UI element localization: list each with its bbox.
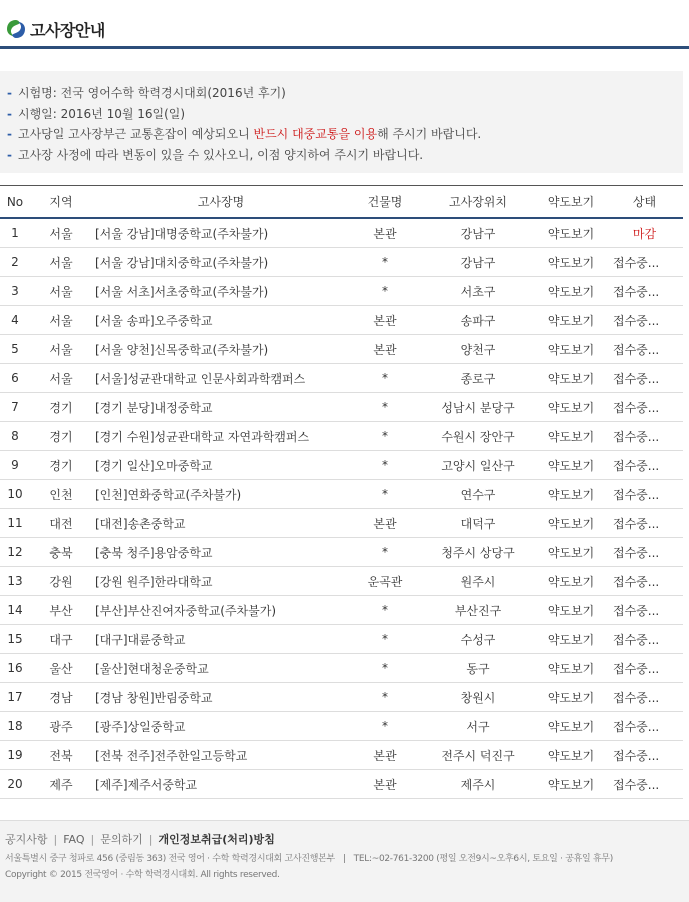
table-row — [0, 451, 683, 480]
cell-status: 접수중... — [606, 509, 683, 538]
table-row — [0, 335, 683, 364]
table-row — [0, 712, 683, 741]
cell-status: 접수중... — [606, 538, 683, 567]
cell-status: 접수중... — [606, 712, 683, 741]
cell-building: * — [350, 277, 420, 306]
cell-map-link[interactable]: 약도보기 — [536, 712, 606, 741]
cell-site-name[interactable]: [전북 전주]전주한일고등학교 — [92, 741, 350, 770]
cell-site-name[interactable]: [경기 일산]오마중학교 — [92, 451, 350, 480]
cell-site-name[interactable]: [서울 송파]오주중학교 — [92, 306, 350, 335]
cell-map-link[interactable]: 약도보기 — [536, 306, 606, 335]
cell-location: 고양시 일산구 — [420, 451, 536, 480]
cell-location: 창원시 — [420, 683, 536, 712]
cell-region: 전북 — [30, 741, 92, 770]
cell-status: 접수중... — [606, 248, 683, 277]
cell-status: 접수중... — [606, 683, 683, 712]
table-row — [0, 770, 683, 799]
table-row — [0, 654, 683, 683]
cell-location: 수원시 장안구 — [420, 422, 536, 451]
cell-status: 접수중... — [606, 596, 683, 625]
cell-no: 10 — [0, 480, 30, 509]
cell-map-link[interactable]: 약도보기 — [536, 625, 606, 654]
cell-site-name[interactable]: [서울 서초]서초중학교(주차불가) — [92, 277, 350, 306]
cell-status: 접수중... — [606, 654, 683, 683]
cell-building: * — [350, 422, 420, 451]
cell-status: 접수중... — [606, 625, 683, 654]
cell-building: * — [350, 393, 420, 422]
cell-site-name[interactable]: [경기 분당]내정중학교 — [92, 393, 350, 422]
swirl-logo-icon — [6, 19, 26, 39]
cell-map-link[interactable]: 약도보기 — [536, 538, 606, 567]
cell-no: 11 — [0, 509, 30, 538]
table-row — [0, 741, 683, 770]
page-header — [0, 0, 689, 49]
footer-tel: TEL:~02-761-3200 (평일 오전9시~오후6시, 토요일 · 공휴일 휴무) — [353, 854, 613, 864]
cell-building: 본관 — [350, 741, 420, 770]
cell-map-link[interactable]: 약도보기 — [536, 422, 606, 451]
cell-map-link[interactable]: 약도보기 — [536, 596, 606, 625]
cell-building: 본관 — [350, 509, 420, 538]
cell-map-link[interactable]: 약도보기 — [536, 770, 606, 799]
footer-link-faq[interactable]: FAQ — [63, 833, 85, 846]
col-header-site-name: 고사장명 — [92, 186, 350, 219]
col-header-location: 고사장위치 — [420, 186, 536, 219]
cell-no: 4 — [0, 306, 30, 335]
table-row — [0, 393, 683, 422]
cell-location: 청주시 상당구 — [420, 538, 536, 567]
col-header-region: 지역 — [30, 186, 92, 219]
cell-location: 종로구 — [420, 364, 536, 393]
table-row — [0, 480, 683, 509]
cell-region: 울산 — [30, 654, 92, 683]
cell-location: 제주시 — [420, 770, 536, 799]
exam-site-table — [0, 185, 683, 799]
table-row — [0, 683, 683, 712]
cell-no: 9 — [0, 451, 30, 480]
table-row — [0, 306, 683, 335]
cell-map-link[interactable]: 약도보기 — [536, 567, 606, 596]
col-header-status: 상태 — [606, 186, 683, 219]
cell-region: 경기 — [30, 393, 92, 422]
cell-location: 서초구 — [420, 277, 536, 306]
cell-no: 1 — [0, 218, 30, 248]
table-row — [0, 364, 683, 393]
cell-region: 충북 — [30, 538, 92, 567]
cell-site-name[interactable]: [경기 수원]성균관대학교 자연과학캠퍼스 — [92, 422, 350, 451]
cell-building: * — [350, 538, 420, 567]
cell-site-name[interactable]: [광주]상일중학교 — [92, 712, 350, 741]
cell-building: * — [350, 364, 420, 393]
public-transport-highlight: 반드시 대중교통을 이용 — [253, 127, 378, 141]
table-header-row — [0, 186, 683, 219]
col-header-building: 건물명 — [350, 186, 420, 219]
cell-region: 광주 — [30, 712, 92, 741]
table-row — [0, 277, 683, 306]
cell-no: 19 — [0, 741, 30, 770]
info-traffic-notice: - 고사당일 고사장부근 교통혼잡이 예상되오니 반드시 대중교통을 이용해 주시기 바랍니다. — [7, 127, 482, 141]
cell-building: * — [350, 451, 420, 480]
cell-no: 7 — [0, 393, 30, 422]
cell-location: 송파구 — [420, 306, 536, 335]
cell-site-name[interactable]: [부산]부산진여자중학교(주차불가) — [92, 596, 350, 625]
cell-building: 운곡관 — [350, 567, 420, 596]
cell-location: 전주시 덕진구 — [420, 741, 536, 770]
cell-building: * — [350, 625, 420, 654]
cell-site-name[interactable]: [대전]송촌중학교 — [92, 509, 350, 538]
cell-region: 서울 — [30, 306, 92, 335]
footer-copyright: Copyright © 2015 전국영어 · 수학 학력경시대회. All rights reserved. — [5, 870, 280, 880]
cell-site-name[interactable]: [서울 양천]신목중학교(주차불가) — [92, 335, 350, 364]
footer-address-line: 서울특별시 중구 청파로 456 (중림동 363) 전국 영어 · 수학 학력경시대회 고사진행본부 | TEL:~02-761-3200 (평일 오전9시~오후6시, 토요일 · 공휴일 휴무) — [5, 854, 613, 864]
footer-link-inquiry[interactable]: 문의하기 — [100, 833, 143, 846]
cell-status: 접수중... — [606, 393, 683, 422]
table-row — [0, 422, 683, 451]
cell-region: 인천 — [30, 480, 92, 509]
table-row — [0, 596, 683, 625]
cell-no: 8 — [0, 422, 30, 451]
cell-location: 부산진구 — [420, 596, 536, 625]
cell-region: 서울 — [30, 277, 92, 306]
page-title: 고사장안내 — [30, 21, 105, 40]
cell-no: 6 — [0, 364, 30, 393]
cell-region: 제주 — [30, 770, 92, 799]
cell-no: 3 — [0, 277, 30, 306]
cell-map-link[interactable]: 약도보기 — [536, 335, 606, 364]
col-header-map: 약도보기 — [536, 186, 606, 219]
cell-map-link[interactable]: 약도보기 — [536, 393, 606, 422]
cell-region: 경기 — [30, 422, 92, 451]
cell-no: 17 — [0, 683, 30, 712]
cell-region: 부산 — [30, 596, 92, 625]
cell-region: 경기 — [30, 451, 92, 480]
footer-link-privacy[interactable]: 개인정보취급(처리)방침 — [158, 833, 275, 846]
cell-no: 2 — [0, 248, 30, 277]
cell-no: 18 — [0, 712, 30, 741]
cell-map-link[interactable]: 약도보기 — [536, 480, 606, 509]
cell-site-name[interactable]: [충북 청주]용암중학교 — [92, 538, 350, 567]
cell-building: * — [350, 248, 420, 277]
cell-status: 접수중... — [606, 364, 683, 393]
cell-location: 강남구 — [420, 248, 536, 277]
cell-site-name[interactable]: [울산]현대청운중학교 — [92, 654, 350, 683]
cell-status: 접수중... — [606, 770, 683, 799]
cell-location: 동구 — [420, 654, 536, 683]
cell-no: 20 — [0, 770, 30, 799]
cell-site-name[interactable]: [서울 강남]대명중학교(주차불가) — [92, 218, 350, 248]
cell-building: * — [350, 654, 420, 683]
cell-location: 원주시 — [420, 567, 536, 596]
cell-no: 13 — [0, 567, 30, 596]
info-change-notice: - 고사장 사정에 따라 변동이 있을 수 있사오니, 이점 양지하여 주시기 바랍니다. — [7, 147, 424, 162]
cell-status: 접수중... — [606, 451, 683, 480]
cell-region: 서울 — [30, 335, 92, 364]
cell-building: 본관 — [350, 306, 420, 335]
cell-location: 대덕구 — [420, 509, 536, 538]
cell-map-link[interactable]: 약도보기 — [536, 218, 606, 248]
cell-building: 본관 — [350, 770, 420, 799]
cell-no: 14 — [0, 596, 30, 625]
cell-location: 강남구 — [420, 218, 536, 248]
cell-no: 5 — [0, 335, 30, 364]
cell-status: 접수중... — [606, 567, 683, 596]
cell-region: 강원 — [30, 567, 92, 596]
cell-status: 접수중... — [606, 422, 683, 451]
table-row — [0, 538, 683, 567]
info-exam-name: - 시험명: 전국 영어수학 학력경시대회(2016년 후기) — [7, 86, 286, 100]
cell-site-name[interactable]: [제주]제주서중학교 — [92, 770, 350, 799]
info-exam-date: - 시행일: 2016년 10월 16일(일) — [7, 106, 186, 121]
exam-info-box — [0, 71, 683, 173]
cell-region: 대구 — [30, 625, 92, 654]
table-row — [0, 509, 683, 538]
cell-map-link[interactable]: 약도보기 — [536, 741, 606, 770]
cell-building: * — [350, 480, 420, 509]
cell-building: * — [350, 596, 420, 625]
cell-map-link[interactable]: 약도보기 — [536, 654, 606, 683]
cell-site-name[interactable]: [경남 창원]반림중학교 — [92, 683, 350, 712]
cell-site-name[interactable]: [인천]연화중학교(주차불가) — [92, 480, 350, 509]
cell-status: 접수중... — [606, 277, 683, 306]
page-footer — [0, 820, 689, 902]
table-row — [0, 625, 683, 654]
cell-region: 서울 — [30, 364, 92, 393]
cell-status: 접수중... — [606, 335, 683, 364]
cell-no: 16 — [0, 654, 30, 683]
cell-no: 15 — [0, 625, 30, 654]
cell-map-link[interactable]: 약도보기 — [536, 277, 606, 306]
cell-building: * — [350, 712, 420, 741]
footer-address: 서울특별시 중구 청파로 456 (중림동 363) 전국 영어 · 수학 학력경시대회 고사진행본부 — [5, 854, 335, 864]
cell-building: * — [350, 683, 420, 712]
table-row — [0, 218, 683, 248]
cell-no: 12 — [0, 538, 30, 567]
cell-status: 접수중... — [606, 741, 683, 770]
table-row — [0, 567, 683, 596]
cell-building: 본관 — [350, 335, 420, 364]
cell-location: 연수구 — [420, 480, 536, 509]
cell-site-name[interactable]: [서울]성균관대학교 인문사회과학캠퍼스 — [92, 364, 350, 393]
cell-region: 서울 — [30, 218, 92, 248]
cell-location: 서구 — [420, 712, 536, 741]
cell-location: 성남시 분당구 — [420, 393, 536, 422]
cell-location: 양천구 — [420, 335, 536, 364]
col-header-no: No — [0, 186, 30, 219]
cell-site-name[interactable]: [대구]대륜중학교 — [92, 625, 350, 654]
cell-status: 마감 — [606, 218, 683, 248]
footer-link-notice[interactable]: 공지사항 — [5, 833, 48, 846]
cell-region: 대전 — [30, 509, 92, 538]
cell-status: 접수중... — [606, 480, 683, 509]
cell-location: 수성구 — [420, 625, 536, 654]
cell-map-link[interactable]: 약도보기 — [536, 364, 606, 393]
cell-map-link[interactable]: 약도보기 — [536, 683, 606, 712]
cell-building: 본관 — [350, 218, 420, 248]
cell-map-link[interactable]: 약도보기 — [536, 509, 606, 538]
cell-site-name[interactable]: [강원 원주]한라대학교 — [92, 567, 350, 596]
cell-region: 경남 — [30, 683, 92, 712]
table-row — [0, 248, 683, 277]
cell-region: 서울 — [30, 248, 92, 277]
cell-map-link[interactable]: 약도보기 — [536, 451, 606, 480]
cell-site-name[interactable]: [서울 강남]대치중학교(주차불가) — [92, 248, 350, 277]
footer-nav: 공지사항 | FAQ | 문의하기 | 개인정보취급(처리)방침 — [5, 833, 275, 846]
cell-map-link[interactable]: 약도보기 — [536, 248, 606, 277]
cell-status: 접수중... — [606, 306, 683, 335]
